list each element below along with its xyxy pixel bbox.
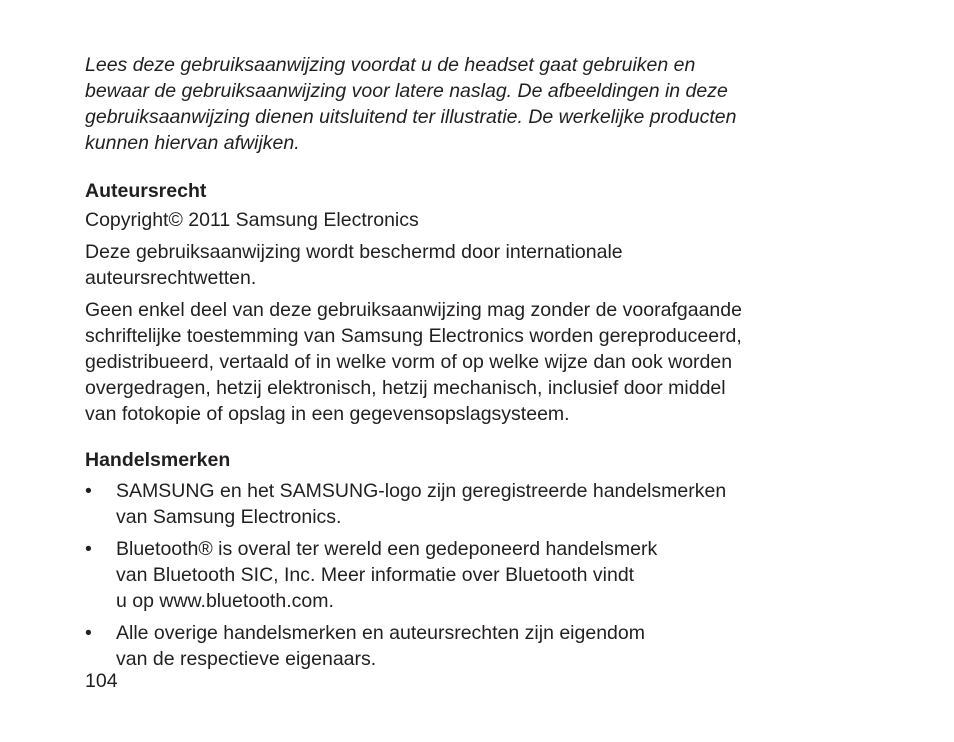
list-item-line: u op www.bluetooth.com. (116, 590, 334, 612)
list-item-line: van Bluetooth SIC, Inc. Meer informatie over Bluetooth vindt (116, 564, 635, 586)
intro-line: Lees deze gebruiksaanwijzing voordat u de headset gaat gebruiken en (85, 54, 696, 76)
bullet-marker: • (85, 480, 92, 502)
list-item-line: van de respectieve eigenaars. (116, 648, 377, 670)
list-item (85, 536, 865, 614)
intro-line: bewaar de gebruiksaanwijzing voor latere naslag. De afbeeldingen in deze (85, 80, 728, 102)
document-page (85, 52, 865, 678)
list-item-line: Alle overige handelsmerken en auteursrechten zijn eigendom (116, 622, 645, 644)
copyright-line (85, 207, 865, 233)
paragraph-line: van fotokopie of opslag in een gegevensopslagsysteem. (85, 403, 570, 425)
bullet-marker: • (85, 622, 92, 644)
paragraph-line: Deze gebruiksaanwijzing wordt beschermd door internationale (85, 241, 623, 263)
paragraph-line: Geen enkel deel van deze gebruiksaanwijzing mag zonder de voorafgaande (85, 299, 742, 321)
trademarks-list (85, 478, 865, 672)
copyright-paragraph-2 (85, 297, 865, 427)
copyright-paragraph-1 (85, 239, 865, 291)
trademarks-heading: Handelsmerken (85, 449, 231, 471)
intro-line: gebruiksaanwijzing dienen uitsluitend ter illustratie. De werkelijke producten (85, 106, 737, 128)
list-item (85, 620, 865, 672)
list-item-line: van Samsung Electronics. (116, 506, 342, 528)
paragraph-line: auteursrechtwetten. (85, 267, 257, 289)
paragraph-line: schriftelijke toestemming van Samsung Electronics worden gereproduceerd, (85, 325, 742, 347)
intro-line: kunnen hiervan afwijken. (85, 132, 300, 154)
list-item (85, 478, 865, 530)
intro-paragraph (85, 52, 865, 156)
list-item-line: Bluetooth® is overal ter wereld een gedeponeerd handelsmerk (116, 538, 658, 560)
list-item-line: SAMSUNG en het SAMSUNG-logo zijn geregistreerde handelsmerken (116, 480, 727, 502)
copyright-heading: Auteursrecht (85, 180, 207, 202)
paragraph-line: overgedragen, hetzij elektronisch, hetzij mechanisch, inclusief door middel (85, 377, 726, 399)
copyright-text: Copyright© 2011 Samsung Electronics (85, 209, 419, 231)
bullet-marker: • (85, 538, 92, 560)
page-number: 104 (85, 670, 118, 692)
paragraph-line: gedistribueerd, vertaald of in welke vorm of op welke wijze dan ook worden (85, 351, 733, 373)
